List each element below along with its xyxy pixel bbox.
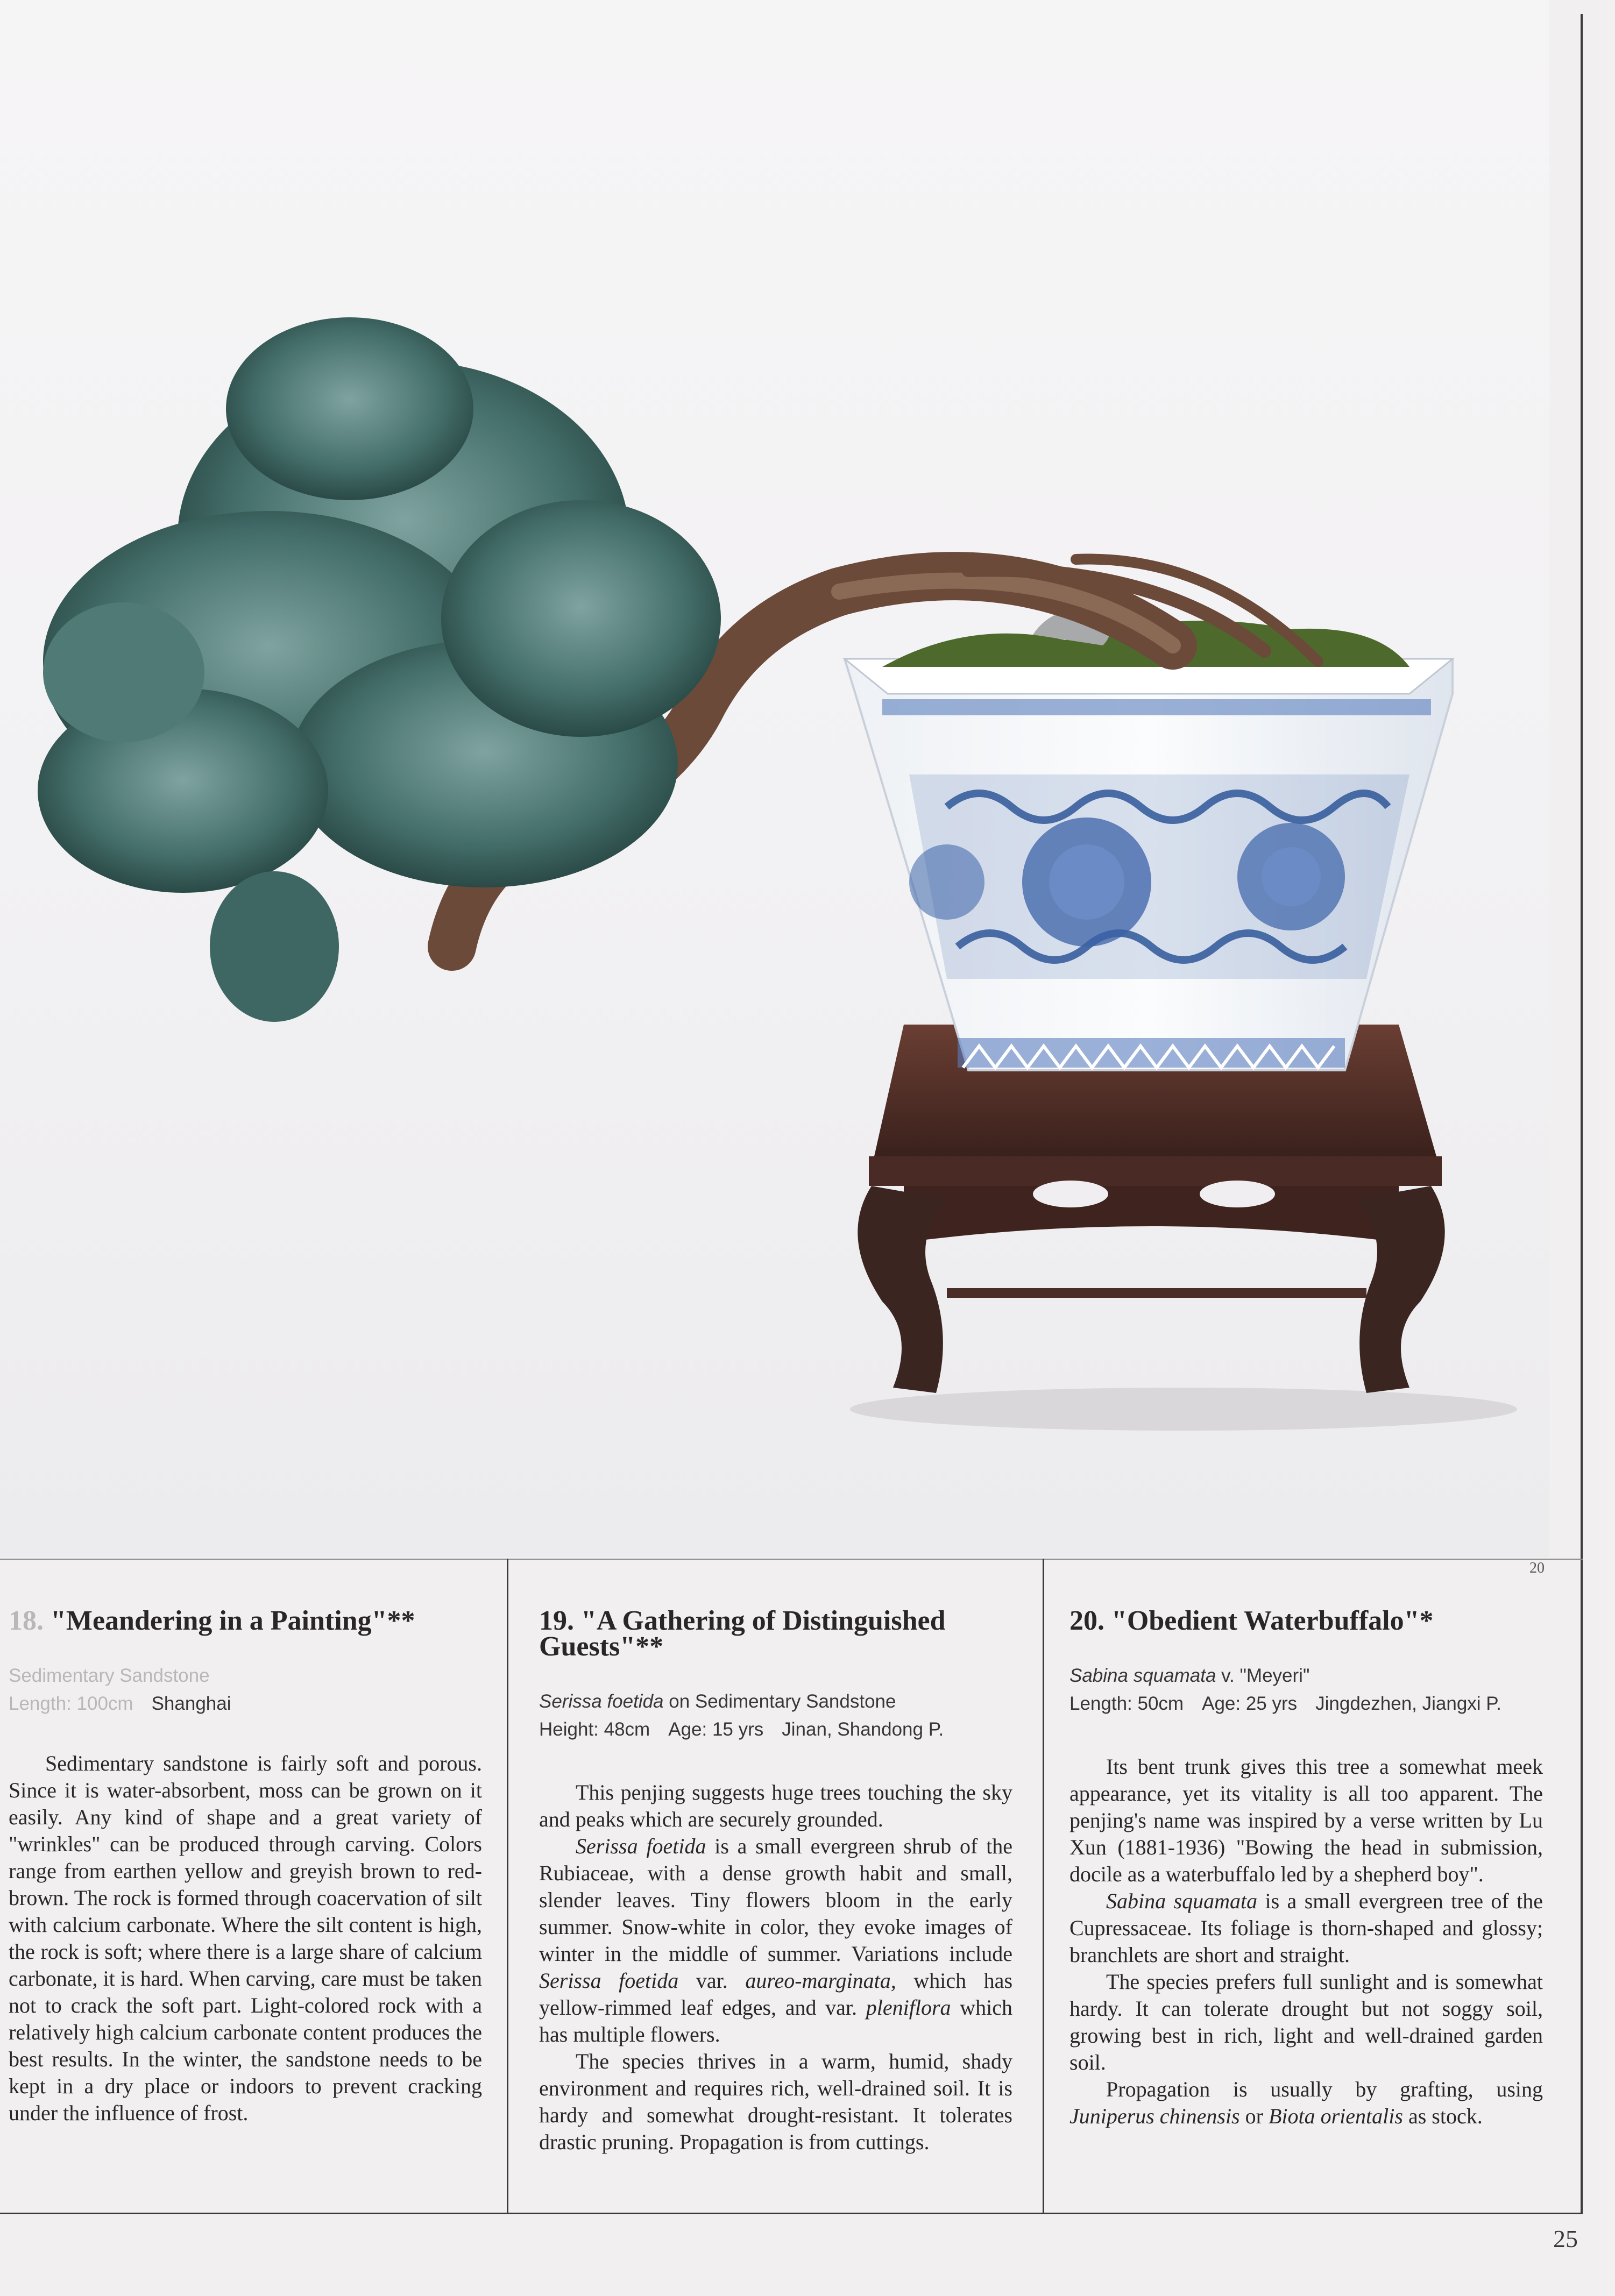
- page-number: 25: [1553, 2225, 1578, 2252]
- frame-right: [1581, 14, 1583, 2214]
- entry-18-title: 18. "Meandering in a Painting"**: [9, 1605, 415, 1636]
- column-divider-1: [507, 1559, 508, 2213]
- entry-18-meta: Sedimentary Sandstone Length: 100cm Shanghai: [9, 1665, 231, 1714]
- porcelain-pot: [845, 659, 1453, 1070]
- entry-18: [9, 1605, 482, 2127]
- plate-number: 20: [1529, 1560, 1545, 1576]
- entry-20-meta: Sabina squamata v. "Meyeri" Length: 50cm Age: 25 yrs Jingdezhen, Jiangxi P.: [1069, 1665, 1501, 1714]
- entry-20-title: 20. "Obedient Waterbuffalo"*: [1069, 1605, 1434, 1636]
- entry-19: [539, 1605, 1013, 2156]
- entry-18-body: Sedimentary sandstone is fairly soft and porous. Since it is water-absorbent, moss can be grown on it easily. Any kind of shape and a great variety of "wrinkles" can be produced through carving. Colors range from earthen yellow and greyish brown to red-brown. The rock is formed through coacervation of silt with calcium carbonate. Where the silt content is high, the rock is soft; where there is a large share of calcium carbonate, it is hard. When carving, care must be taken not to crack the soft part. Light-colored rock with a relatively high calcium carbonate content produces the best results. In the winter, the sandstone needs to be kept in a dry place or indoors to prevent cracking under the influence of frost.: [9, 1751, 482, 2125]
- entry-19-body: This penjing suggests huge trees touching the sky and peaks which are securely grounded. Serissa foetida is a small evergreen shrub of the Rubiaceae, with a dense growth habit and small, slender leaves. Tiny flowers bloom in the early summer. Snow-white in color, they evoke images of winter in the middle of summer. Variations include Serissa foetida var. aureo-marginata, which has yellow-rimmed leaf edges, and var. pleniflora which has multiple flowers. The species thrives in a warm, humid, shady environment and requires rich, well-drained soil. It is hardy and somewhat drought-resistant. It tolerates drastic pruning. Propagation is from cuttings.: [539, 1780, 1013, 2154]
- entry-20-body: Its bent trunk gives this tree a somewhat meek appearance, yet its vitality is all too apparent. The penjing's name was inspired by a verse written by Lu Xun (1881-1936) "Bowing the head in submission, docile as a waterbuffalo led by a shepherd boy". Sabina squamata is a small evergreen tree of the Cupressaceae. Its foliage is thorn-shaped and glossy; branchlets are short and straight. The species prefers full sunlight and is somewhat hardy. It can tolerate drought but not soggy soil, growing best in rich, light and well-drained garden soil. Propagation is usually by grafting, using Juniperus chinensis or Biota orientalis as stock.: [1069, 1754, 1543, 2128]
- frame-divider-top: [0, 1559, 1583, 1560]
- wooden-stand: [858, 1025, 1444, 1393]
- entry-19-meta: Serissa foetida on Sedimentary Sandstone Height: 48cm Age: 15 yrs Jinan, Shandong P.: [539, 1691, 944, 1740]
- column-divider-2: [1043, 1559, 1044, 2213]
- entry-20: [1069, 1605, 1543, 2130]
- tree-foliage: [38, 317, 721, 1022]
- entry-19-title: 19. "A Gathering of Distinguished Guests"**: [539, 1605, 946, 1662]
- frame-bottom: [0, 2213, 1583, 2214]
